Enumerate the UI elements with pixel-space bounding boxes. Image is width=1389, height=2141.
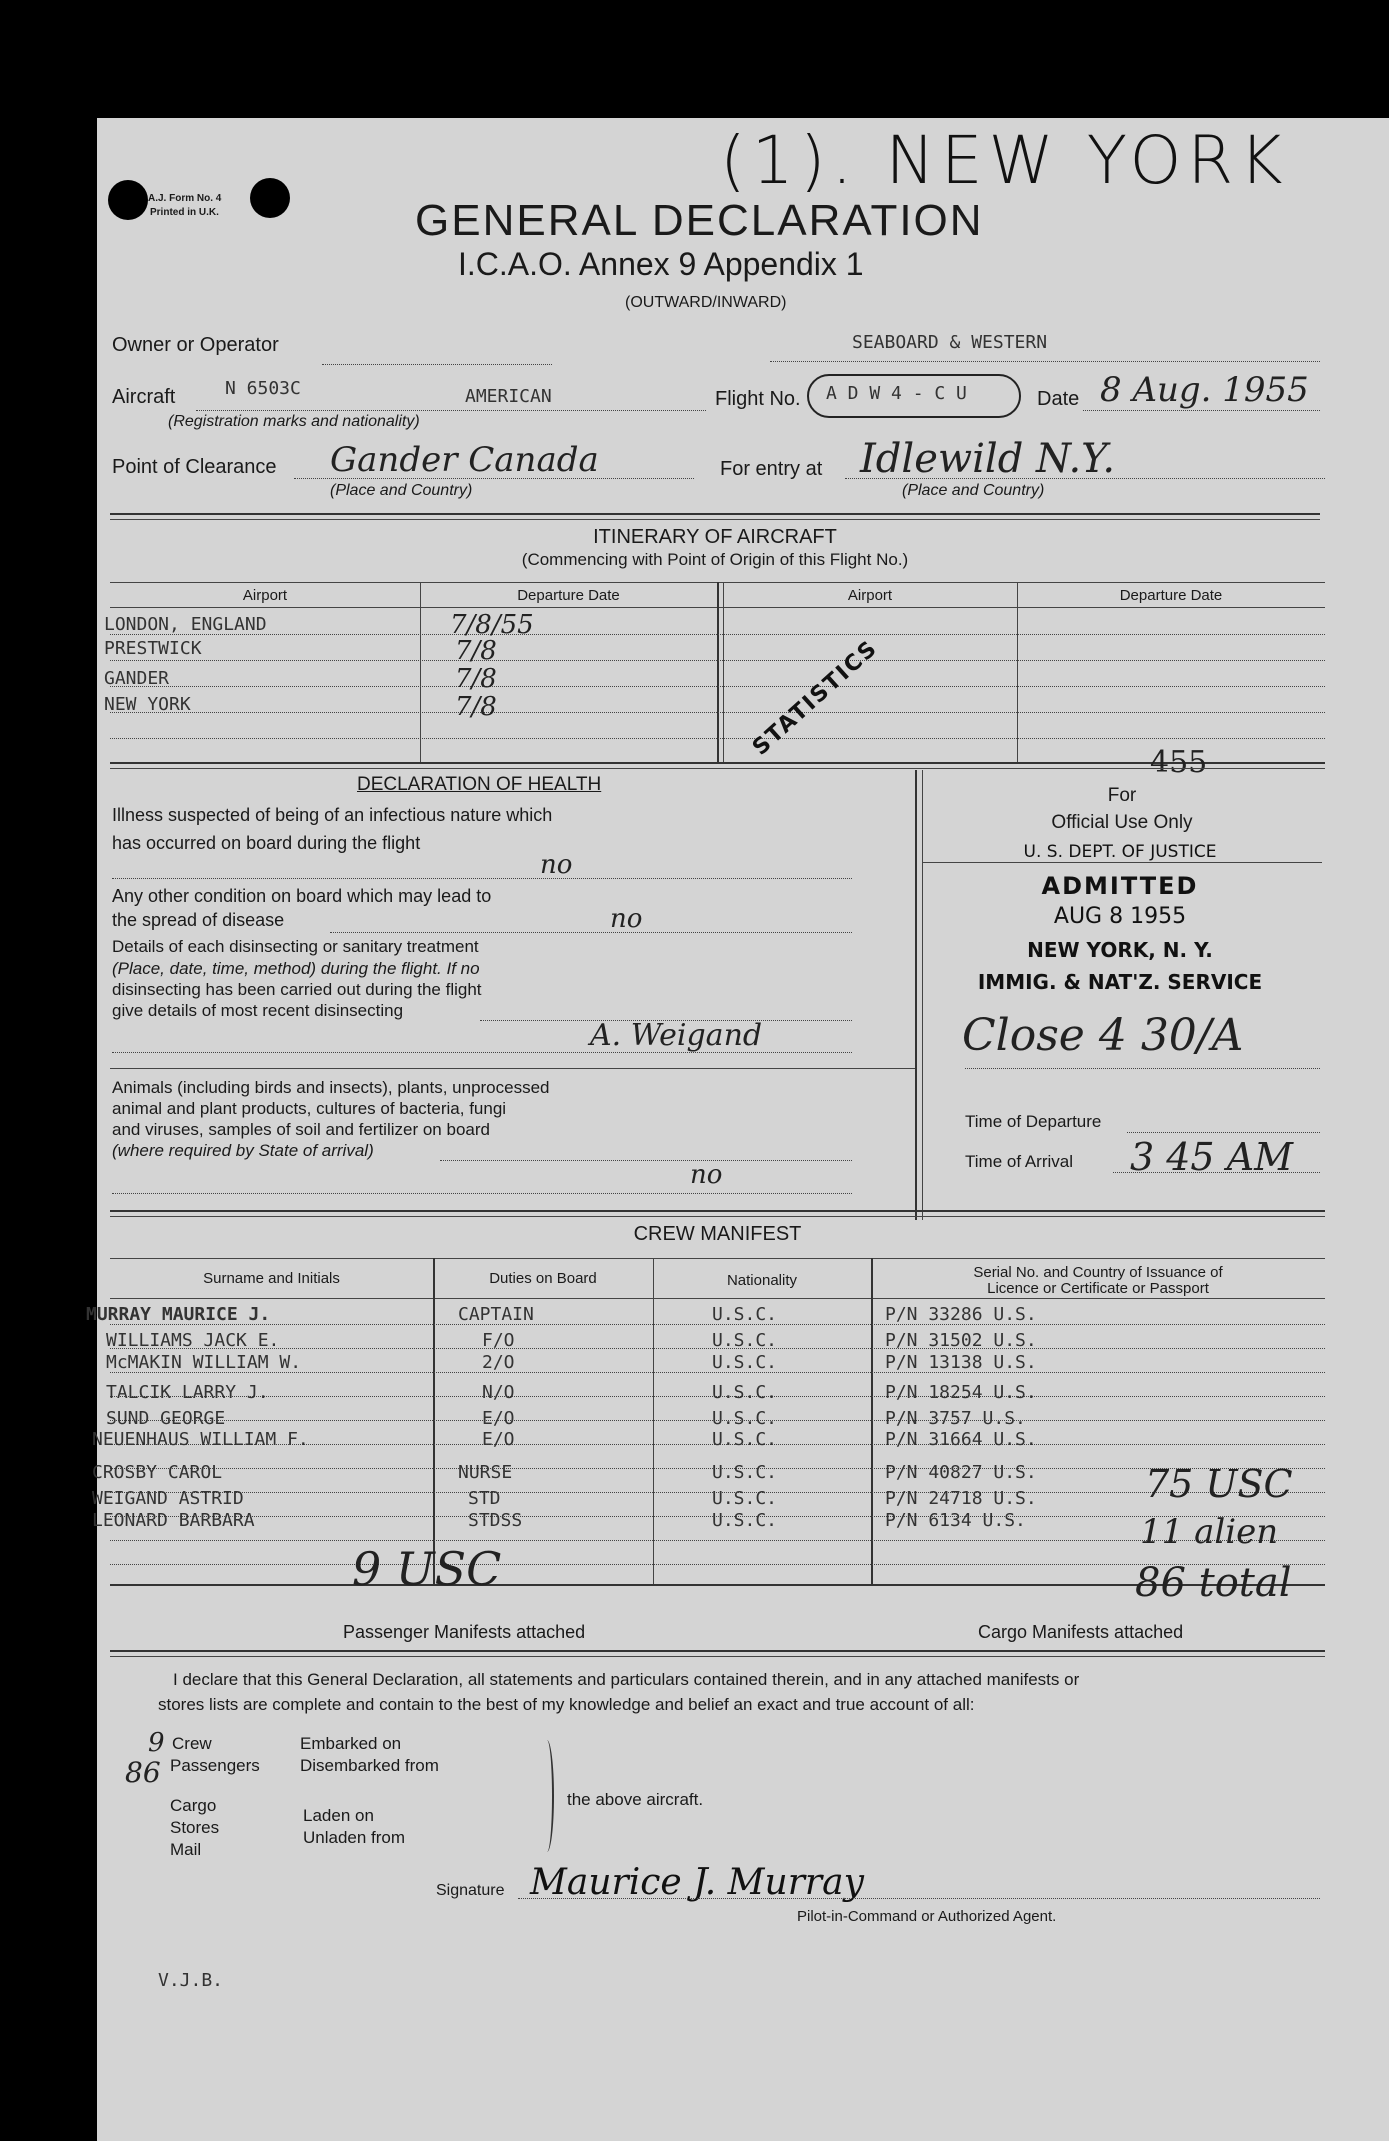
crew-header-serial-1: Serial No. and Country of Issuance of — [973, 1264, 1223, 1281]
health-q3-line2: (Place, date, time, method) during the flight. If no — [112, 959, 480, 978]
owner-value: SEABOARD & WESTERN — [852, 332, 1048, 353]
crew-row-duty: STD — [468, 1488, 501, 1509]
initials: V.J.B. — [158, 1970, 224, 1991]
flight-value: A D W 4 - C U — [826, 383, 967, 404]
crew-row-name: WEIGAND ASTRID — [92, 1488, 244, 1509]
crew-header-name: Surname and Initials — [203, 1270, 340, 1287]
brace — [540, 1740, 554, 1852]
entry-value: Idlewild N.Y. — [860, 436, 1116, 482]
mail-label: Mail — [170, 1840, 202, 1859]
crew-row-serial: P/N 33286 U.S. — [885, 1304, 1037, 1325]
stores-label: Stores — [170, 1818, 220, 1837]
crew-row-nationality: U.S.C. — [712, 1510, 778, 1531]
clearance-label: Point of Clearance — [112, 456, 277, 478]
health-q1-line1: Illness suspected of being of an infectious nature which — [112, 805, 553, 825]
crew-row-nationality: U.S.C. — [712, 1304, 778, 1325]
official-use: Official Use Only — [1051, 812, 1193, 833]
health-q2-line2: the spread of disease — [112, 910, 285, 930]
declaration-text-1: I declare that this General Declaration, all statements and particulars contained therein, and in any attached manifests or — [173, 1670, 1080, 1689]
health-a1: no — [540, 850, 573, 880]
crew-row-serial: P/N 24718 U.S. — [885, 1488, 1037, 1509]
crew-row-duty: 2/O — [482, 1352, 515, 1373]
health-q4-line3: and viruses, samples of soil and fertilizer on board — [112, 1120, 490, 1139]
official-handwritten: Close 4 30/A — [962, 1010, 1244, 1061]
crew-header-duty: Duties on Board — [489, 1270, 597, 1287]
crew-row-serial: P/N 40827 U.S. — [885, 1462, 1037, 1483]
stamp-service: IMMIG. & NAT'Z. SERVICE — [977, 970, 1263, 994]
declaration-text-2: stores lists are complete and contain to the best of my knowledge and belief an exact and true account of all: — [158, 1695, 975, 1714]
health-q4-line4: (where required by State of arrival) — [112, 1141, 374, 1160]
disembarked-label: Disembarked from — [300, 1756, 439, 1775]
arrival-value: 3 45 AM — [1130, 1135, 1294, 1179]
health-q3-line1: Details of each disinsecting or sanitary treatment — [112, 937, 479, 956]
crew-row-serial: P/N 31502 U.S. — [885, 1330, 1037, 1351]
crew-row-name: CROSBY CAROL — [92, 1462, 223, 1483]
passenger-count: 86 — [125, 1756, 161, 1789]
crew-row-name: MURRAY MAURICE J. — [86, 1304, 271, 1325]
stamp-admitted: ADMITTED — [1041, 872, 1199, 900]
form-number: A.J. Form No. 4 — [148, 193, 222, 204]
itinerary-row: GANDER — [104, 668, 170, 689]
crew-count: 9 — [148, 1728, 165, 1758]
crew-row-duty: CAPTAIN — [458, 1304, 534, 1325]
itinerary-row-date: 7/8 — [455, 664, 497, 694]
itinerary-header-date-2: Departure Date — [1119, 587, 1223, 604]
stamp-dept: U. S. DEPT. OF JUSTICE — [1023, 842, 1217, 862]
clearance-value: Gander Canada — [330, 440, 599, 480]
crew-row-nationality: U.S.C. — [712, 1462, 778, 1483]
statistics-stamp: STATISTICS — [748, 635, 883, 761]
tally-alien: 11 alien — [1140, 1512, 1279, 1552]
health-a3: A. Weigand — [590, 1018, 763, 1053]
health-q4-line1: Animals (including birds and insects), plants, unprocessed — [112, 1078, 550, 1097]
printed-note: Printed in U.K. — [150, 207, 219, 218]
itinerary-header-date-1: Departure Date — [517, 587, 620, 604]
crew-row-name: WILLIAMS JACK E. — [106, 1330, 280, 1351]
crew-row-serial: P/N 3757 U.S. — [885, 1408, 1026, 1429]
health-q3-line3: disinsecting has been carried out during the flight — [112, 980, 482, 999]
passengers-label: Passengers — [170, 1756, 260, 1775]
aircraft-label: Aircraft — [112, 386, 176, 408]
flight-label: Flight No. — [715, 388, 801, 410]
crew-row-serial: P/N 18254 U.S. — [885, 1382, 1037, 1403]
passenger-manifests: Passenger Manifests attached — [343, 1622, 586, 1642]
crew-row-nationality: U.S.C. — [712, 1408, 778, 1429]
tally-total: 86 total — [1135, 1560, 1292, 1606]
crew-row-serial: P/N 31664 U.S. — [885, 1429, 1037, 1450]
crew-row-nationality: U.S.C. — [712, 1488, 778, 1509]
tally-usc: 75 USC — [1145, 1462, 1293, 1506]
health-q3-line4: give details of most recent disinsecting — [112, 1001, 404, 1020]
health-q1-line2: has occurred on board during the flight — [112, 833, 421, 853]
itinerary-row-date: 7/8 — [455, 692, 497, 722]
itinerary-row: PRESTWICK — [104, 638, 202, 659]
form-direction: (OUTWARD/INWARD) — [625, 294, 787, 311]
crew-row-duty: N/O — [482, 1382, 515, 1403]
aircraft-caption: (Registration marks and nationality) — [168, 413, 420, 430]
aircraft-nationality: AMERICAN — [465, 386, 552, 407]
stamp-date: AUG 8 1955 — [1053, 904, 1187, 929]
official-for: For — [1107, 785, 1137, 806]
stamp-city: NEW YORK, N. Y. — [1027, 938, 1213, 962]
cargo-label: Cargo — [170, 1796, 217, 1815]
crew-row-nationality: U.S.C. — [712, 1330, 778, 1351]
health-a2: no — [610, 904, 643, 934]
crew-row-name: McMAKIN WILLIAM W. — [106, 1352, 302, 1373]
aircraft-registration: N 6503C — [225, 378, 301, 399]
crew-row-nationality: U.S.C. — [712, 1352, 778, 1373]
crew-hand-total: 9 USC — [352, 1542, 502, 1596]
signature-value: Maurice J. Murray — [530, 1862, 864, 1903]
laden-label: Laden on — [303, 1806, 374, 1825]
form-subtitle: I.C.A.O. Annex 9 Appendix 1 — [458, 246, 864, 282]
signature-label: Signature — [436, 1882, 505, 1899]
unladen-label: Unladen from — [303, 1828, 406, 1847]
itinerary-row: NEW YORK — [104, 694, 191, 715]
crew-header-nationality: Nationality — [726, 1272, 798, 1289]
crew-row-duty: E/O — [482, 1429, 515, 1450]
itinerary-note: 455 — [1150, 745, 1208, 780]
crew-row-duty: STDSS — [468, 1510, 523, 1531]
itinerary-row-date: 7/8/55 — [450, 610, 534, 640]
itinerary-row: LONDON, ENGLAND — [104, 614, 267, 635]
crew-row-name: TALCIK LARRY J. — [106, 1382, 269, 1403]
itinerary-header-airport-1: Airport — [242, 587, 288, 604]
crew-row-name: LEONARD BARBARA — [92, 1510, 255, 1531]
entry-caption: (Place and Country) — [902, 482, 1045, 499]
crew-row-nationality: U.S.C. — [712, 1429, 778, 1450]
itinerary-title: ITINERARY OF AIRCRAFT — [593, 526, 837, 548]
form-title: GENERAL DECLARATION — [415, 196, 984, 245]
departure-label: Time of Departure — [965, 1112, 1102, 1131]
above-aircraft: the above aircraft. — [567, 1790, 704, 1809]
entry-label: For entry at — [720, 458, 823, 480]
health-title: DECLARATION OF HEALTH — [357, 774, 602, 795]
crew-row-duty: E/O — [482, 1408, 515, 1429]
crew-label: Crew — [172, 1734, 212, 1753]
date-value: 8 Aug. 1955 — [1100, 370, 1309, 410]
itinerary-header-airport-2: Airport — [847, 587, 893, 604]
crew-row-name: NEUENHAUS WILLIAM F. — [92, 1429, 309, 1450]
crew-row-serial: P/N 6134 U.S. — [885, 1510, 1026, 1531]
handwritten-header: (1). NEW YORK — [720, 122, 1289, 199]
crew-row-name: SUND GEORGE — [106, 1408, 226, 1429]
crew-row-serial: P/N 13138 U.S. — [885, 1352, 1037, 1373]
arrival-label: Time of Arrival — [965, 1152, 1074, 1171]
embarked-label: Embarked on — [300, 1734, 402, 1753]
clearance-caption: (Place and Country) — [330, 482, 473, 499]
health-q4-line2: animal and plant products, cultures of bacteria, fungi — [112, 1099, 507, 1118]
cargo-manifests: Cargo Manifests attached — [978, 1622, 1184, 1642]
date-label: Date — [1037, 388, 1080, 410]
crew-row-nationality: U.S.C. — [712, 1382, 778, 1403]
health-q2-line1: Any other condition on board which may lead to — [112, 886, 492, 906]
pilot-caption: Pilot-in-Command or Authorized Agent. — [797, 1908, 1057, 1925]
crew-title: CREW MANIFEST — [633, 1223, 802, 1245]
punch-hole-right — [250, 178, 290, 218]
itinerary-row-date: 7/8 — [455, 636, 497, 666]
itinerary-subtitle: (Commencing with Point of Origin of this Flight No.) — [521, 550, 909, 569]
crew-row-duty: NURSE — [458, 1462, 513, 1483]
crew-header-serial-2: Licence or Certificate or Passport — [987, 1280, 1209, 1297]
owner-label: Owner or Operator — [112, 334, 279, 356]
punch-hole-left — [108, 180, 148, 220]
crew-row-duty: F/O — [482, 1330, 515, 1351]
health-a4: no — [690, 1160, 723, 1190]
